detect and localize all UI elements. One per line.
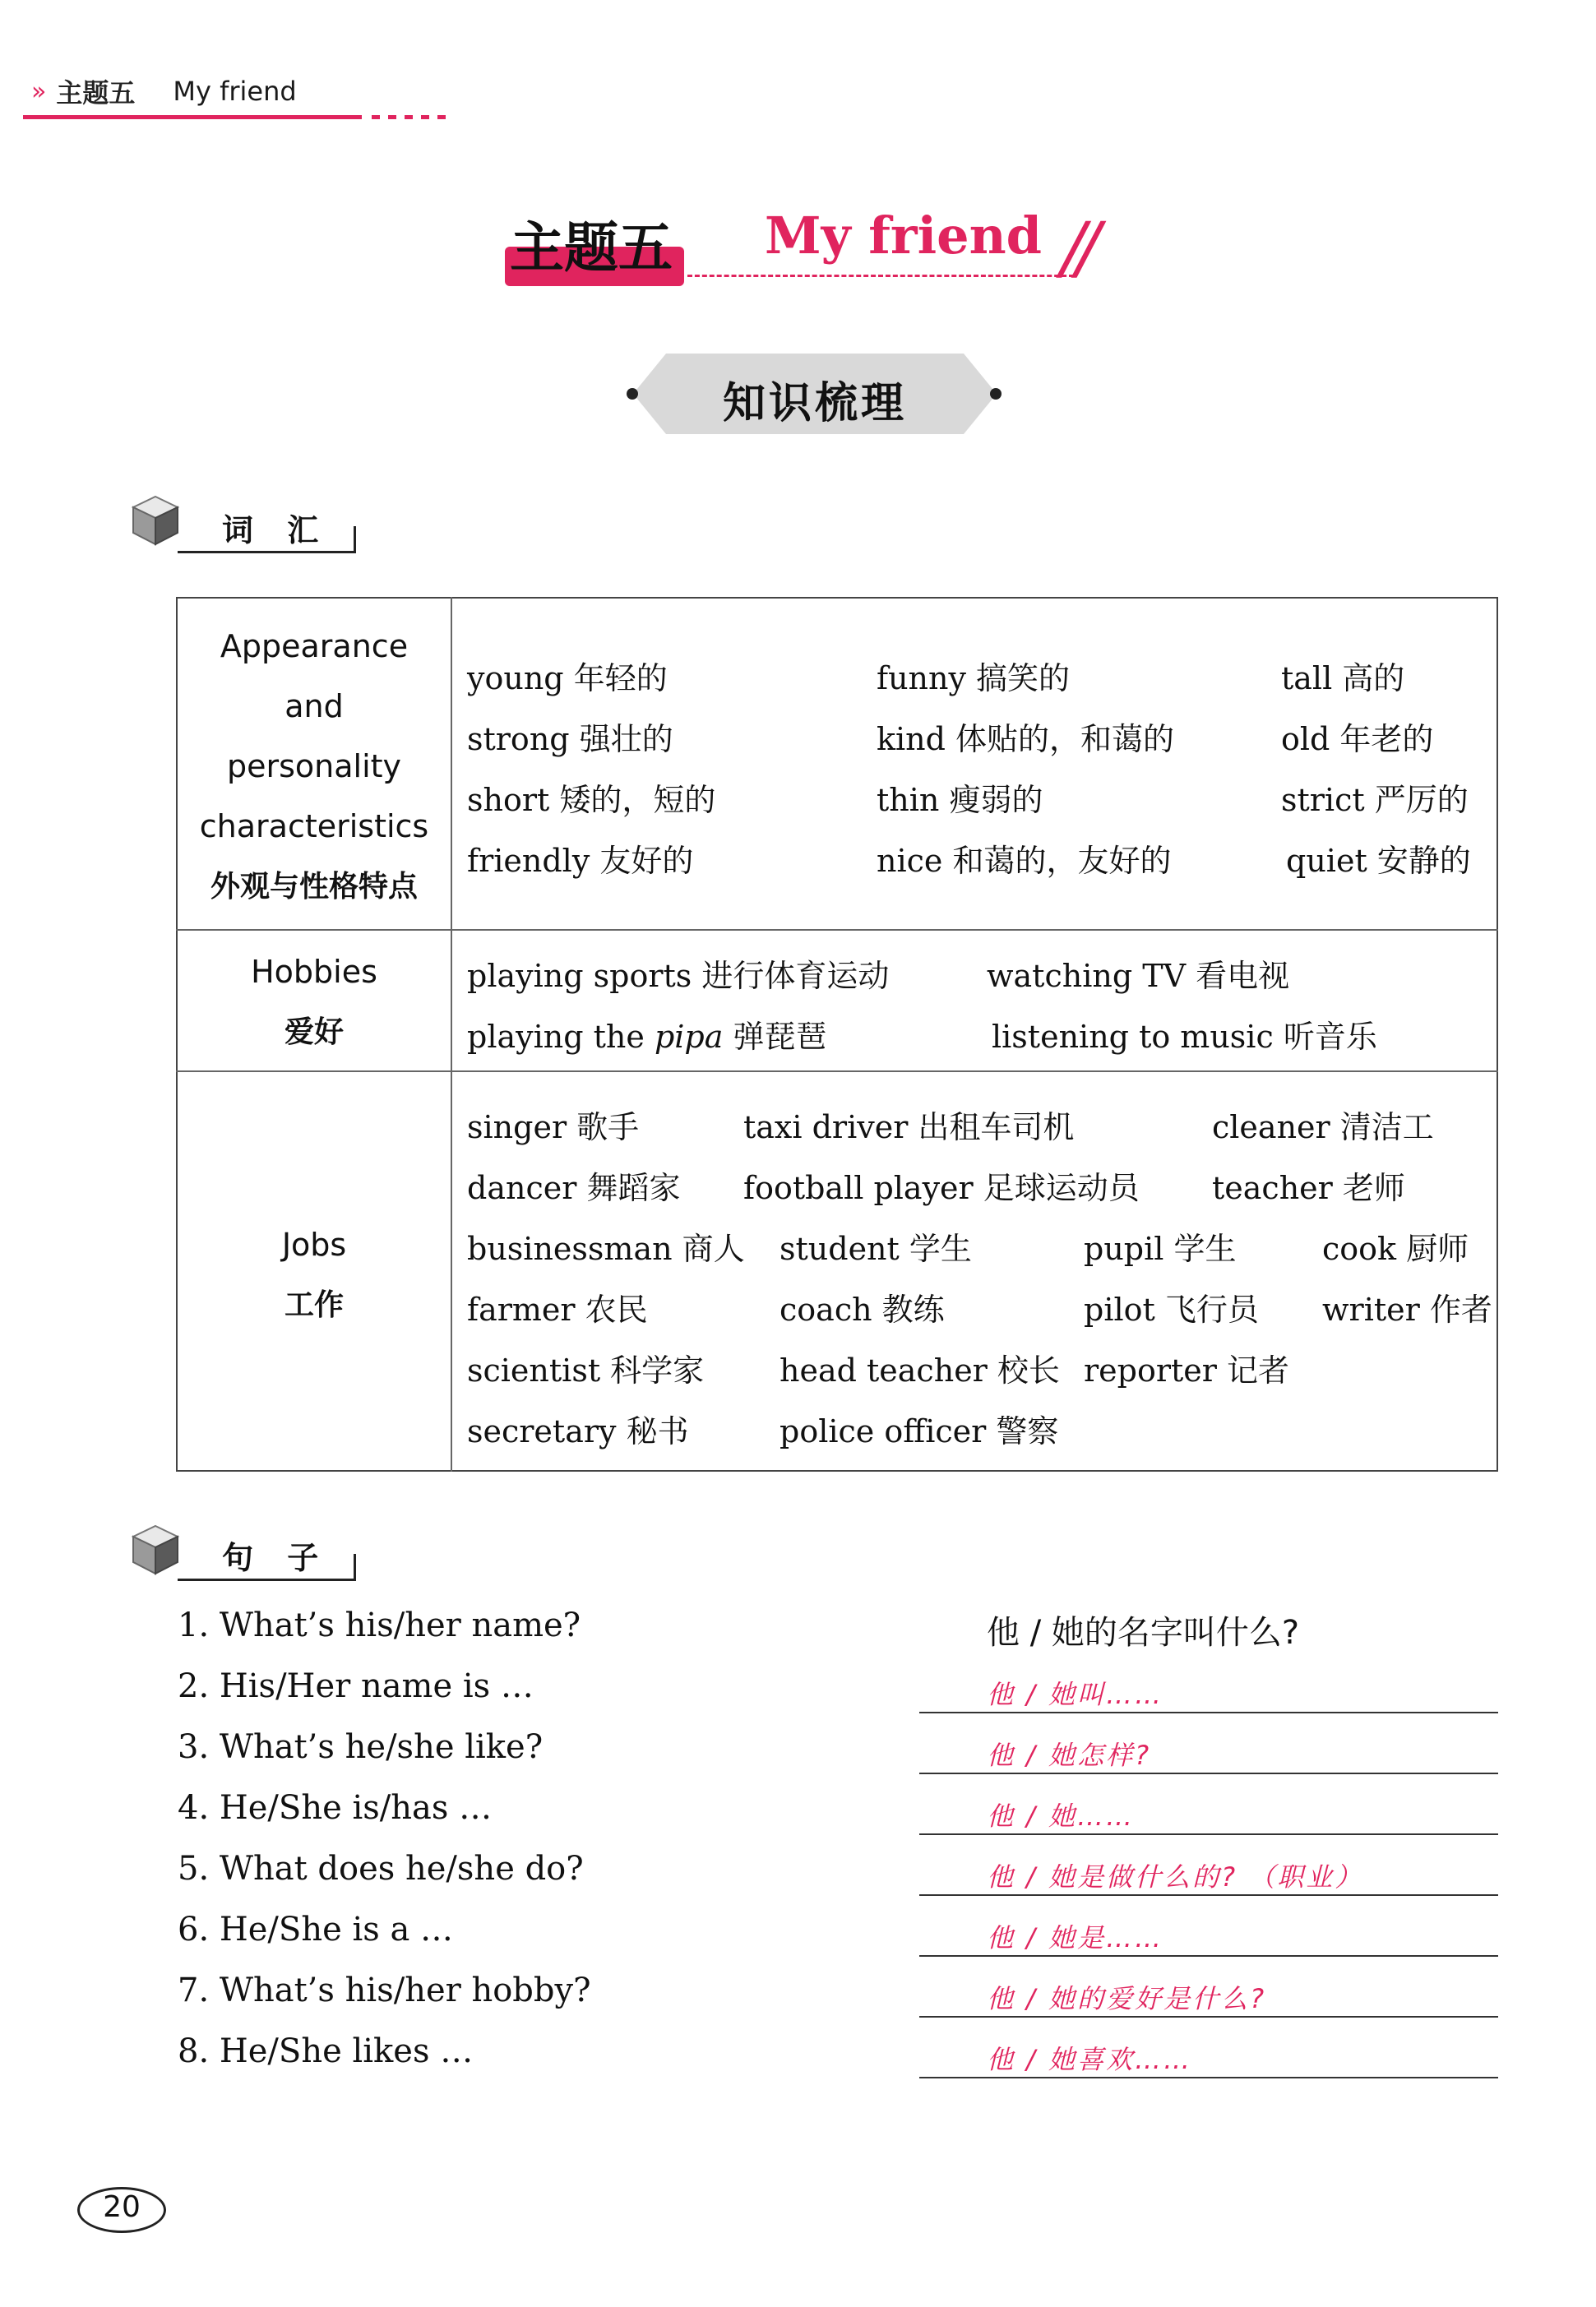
answer-line: [919, 1894, 1498, 1896]
handwritten-answer: 他 / 她喜欢……: [987, 2044, 1193, 2075]
vocab-word: friendly 友好的: [467, 843, 694, 879]
sentence-translation: 他 / 她的名字叫什么?: [987, 1614, 1300, 1652]
handwritten-answer: 他 / 她怎样?: [987, 1740, 1152, 1771]
vocab-word: businessman 商人: [467, 1231, 745, 1267]
handwritten-answer: 他 / 她是做什么的? （职业）: [987, 1861, 1364, 1893]
header-rule: [23, 115, 362, 119]
sentence-item: 4. He/She is/has …: [178, 1789, 493, 1827]
vocab-word: thin 瘦弱的: [877, 782, 1043, 818]
vocab-word: watching TV 看电视: [987, 958, 1290, 994]
category-label-line: characteristics: [199, 808, 429, 844]
sentence-item: 8. He/She likes …: [178, 2032, 474, 2070]
category-label: Hobbies: [251, 954, 377, 990]
vocab-word-part: playing the: [467, 1019, 655, 1055]
category-label-zh: 爱好: [284, 1015, 344, 1049]
vocab-word: writer 作者: [1322, 1292, 1492, 1328]
category-label-zh: 工作: [284, 1288, 344, 1322]
cube-icon: [130, 1523, 181, 1577]
vocab-word: pupil 学生: [1084, 1231, 1237, 1267]
vocab-word: taxi driver 出租车司机: [743, 1109, 1075, 1145]
vocab-word: young 年轻的: [467, 660, 668, 696]
header-dots: [372, 115, 446, 119]
answer-line: [919, 1773, 1498, 1774]
running-header-topic: 主题五: [56, 77, 136, 109]
answer-line: [919, 2077, 1498, 2078]
page-number: 20: [103, 2190, 141, 2224]
section-banner-text: 知识梳理: [722, 379, 907, 428]
answer-line: [919, 1712, 1498, 1713]
vocab-word: strong 强壮的: [467, 721, 673, 757]
sentence-item: 3. What’s he/she like?: [178, 1728, 544, 1766]
sentence-item: 5. What does he/she do?: [178, 1850, 584, 1888]
vocab-word: old 年老的: [1281, 721, 1434, 757]
vocab-word: reporter 记者: [1084, 1352, 1290, 1389]
vocab-word: police officer 警察: [779, 1413, 1059, 1449]
sentence-heading: 句 子: [222, 1540, 331, 1576]
vocab-word: dancer 舞蹈家: [467, 1170, 681, 1206]
category-label-line: personality: [226, 748, 402, 784]
vocab-word: short 矮的，短的: [467, 782, 716, 818]
vocab-word: coach 教练: [779, 1292, 945, 1328]
vocab-word: playing sports 进行体育运动: [467, 958, 890, 994]
answer-line: [919, 1833, 1498, 1835]
category-appearance: [178, 617, 451, 917]
vocab-word: nice 和蔼的，友好的: [877, 843, 1172, 879]
banner-dot-left: [627, 388, 638, 400]
handwritten-answer: 他 / 她的爱好是什么?: [987, 1983, 1267, 2014]
double-chevron-icon: »: [31, 76, 42, 106]
vocab-word: farmer 农民: [467, 1292, 648, 1328]
category-label-line: Appearance: [220, 628, 409, 664]
vocab-word: cook 厨师: [1322, 1231, 1469, 1267]
category-label-line: and: [285, 688, 344, 724]
answer-line: [919, 1955, 1498, 1957]
running-header-title: My friend: [173, 76, 297, 107]
answer-line: [919, 2016, 1498, 2018]
category-label: Jobs: [281, 1227, 347, 1263]
handwritten-answer: 他 / 她……: [987, 1801, 1136, 1832]
sentence-item: 1. What’s his/her name?: [178, 1607, 581, 1644]
vocab-word-italic: pipa: [654, 1019, 724, 1055]
vocab-word: cleaner 清洁工: [1212, 1109, 1434, 1145]
table-row-divider: [176, 1070, 1498, 1072]
category-hobbies: [178, 942, 451, 1062]
handwritten-answer: 他 / 她是……: [987, 1922, 1164, 1953]
banner-dot-right: [990, 388, 1002, 400]
handwritten-answer: 他 / 她叫……: [987, 1679, 1164, 1710]
sentence-item: 6. He/She is a …: [178, 1911, 454, 1949]
vocab-word: secretary 秘书: [467, 1413, 689, 1449]
vocab-word-pipa: [467, 1011, 827, 1056]
vocab-word: funny 搞笑的: [877, 660, 1071, 696]
page-title-en: My friend: [765, 206, 1043, 266]
vocab-word: strict 严厉的: [1281, 782, 1469, 818]
vocab-word: student 学生: [779, 1231, 972, 1267]
vocab-word: scientist 科学家: [467, 1352, 705, 1389]
vocab-word: head teacher 校长: [779, 1352, 1060, 1389]
title-dashed-line: [687, 275, 1074, 277]
running-header: [31, 72, 297, 110]
table-row-divider: [176, 929, 1498, 931]
vocab-word-part: 弹琵琶: [723, 1019, 827, 1055]
vocab-word: football player 足球运动员: [743, 1170, 1140, 1206]
title-slash-decoration: //: [1053, 207, 1102, 288]
sentence-item: 2. His/Her name is …: [178, 1667, 534, 1705]
category-jobs: [178, 1215, 451, 1335]
page-title-zh: 主题五: [510, 216, 673, 280]
vocab-word: kind 体贴的，和蔼的: [877, 721, 1175, 757]
table-column-divider: [451, 597, 452, 1472]
vocab-word: tall 高的: [1281, 660, 1405, 696]
vocab-word: listening to music 听音乐: [992, 1019, 1377, 1055]
cube-icon: [130, 493, 181, 548]
vocab-word: quiet 安静的: [1286, 843, 1471, 879]
vocab-word: pilot 飞行员: [1084, 1292, 1259, 1328]
sentence-item: 7. What’s his/her hobby?: [178, 1972, 591, 2009]
vocab-word: teacher 老师: [1212, 1170, 1405, 1206]
category-label-zh: 外观与性格特点: [210, 870, 418, 904]
vocab-word: singer 歌手: [467, 1109, 640, 1145]
vocab-heading: 词 汇: [222, 512, 331, 548]
